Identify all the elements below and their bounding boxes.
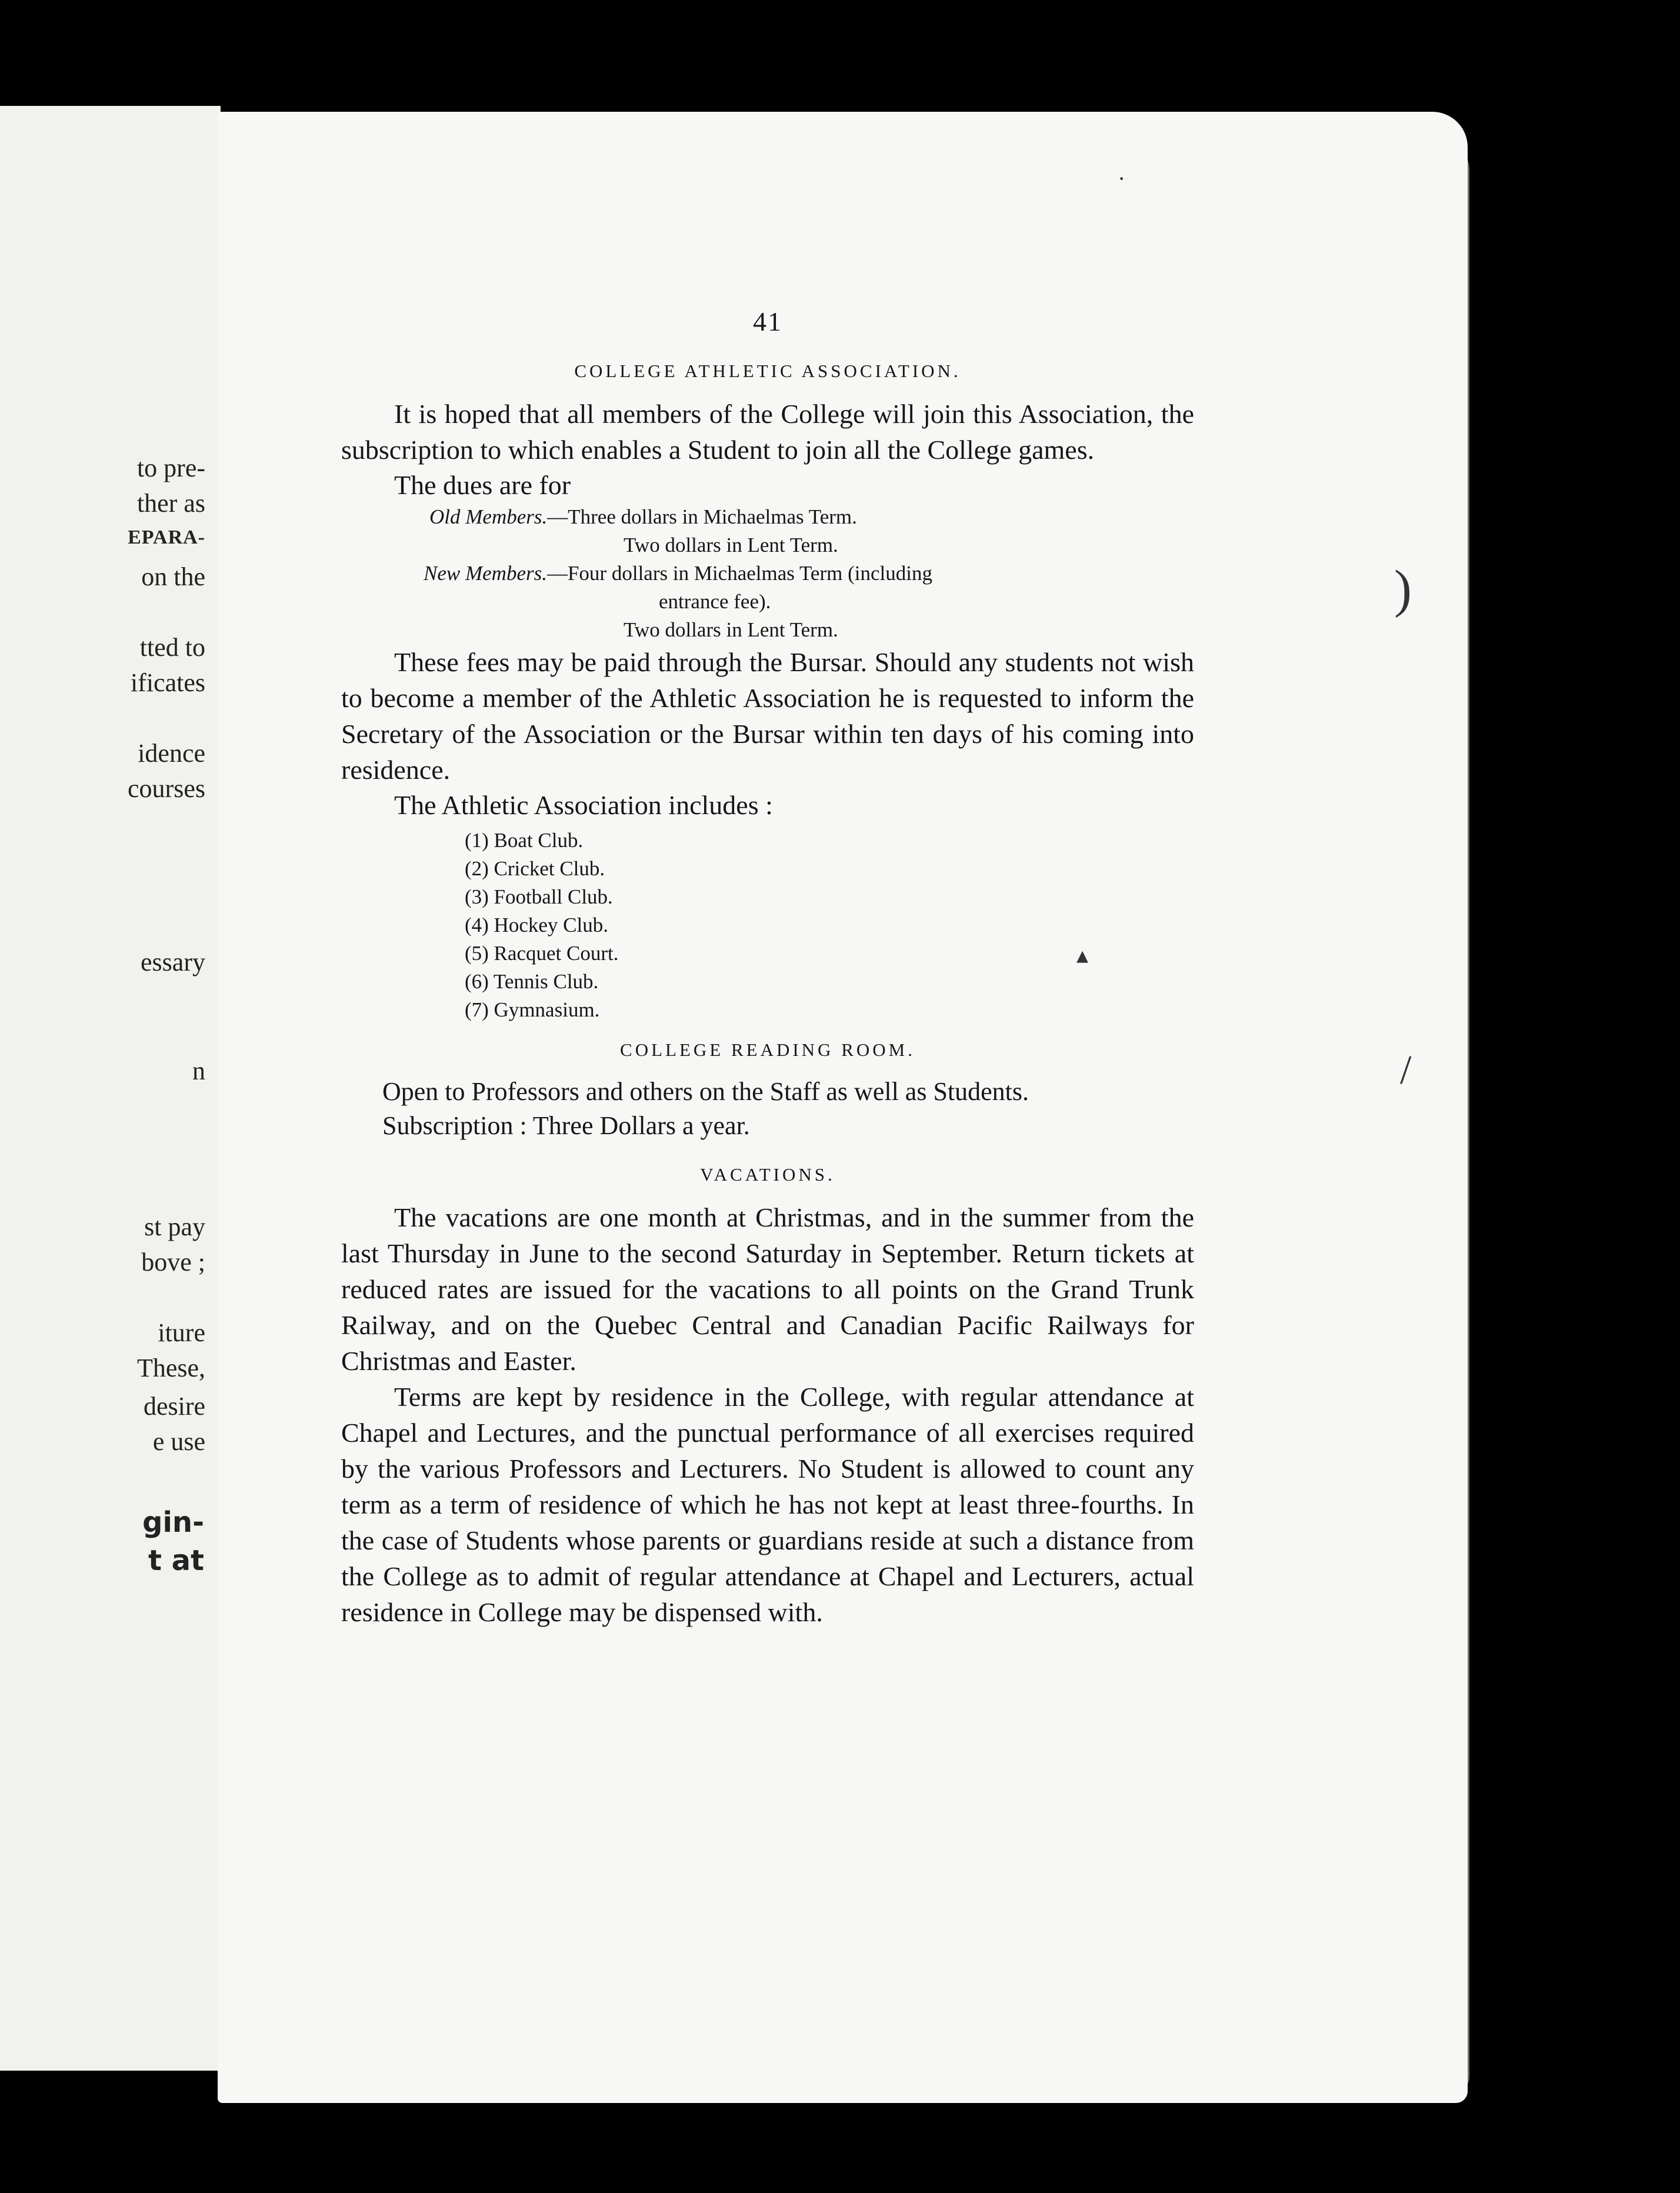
left-page-text-fragment: EPARA- — [128, 526, 205, 548]
left-page-text-fragment: t at — [148, 1544, 204, 1577]
new-members-label: New Members. — [424, 562, 547, 585]
list-item: (4) Hockey Club. — [465, 914, 608, 936]
list-item: (7) Gymnasium. — [465, 998, 600, 1021]
left-page-text-fragment: gin- — [142, 1506, 204, 1539]
list-item: (5) Racquet Court. — [465, 942, 619, 965]
left-page-text-fragment: e use — [152, 1427, 205, 1456]
old-members-label: Old Members. — [429, 505, 548, 528]
page-number: 41 — [753, 306, 782, 336]
athletic-intro-paragraph: It is hoped that all members of the College will join this Association, the subscription to which enables a Student to join all the College games. — [341, 399, 1194, 465]
reading-room-section — [341, 1039, 1194, 1143]
left-page-text-fragment: These, — [136, 1354, 205, 1382]
previous-page-fragment — [0, 106, 221, 2071]
dues-intro: The dues are for — [394, 470, 571, 500]
left-page-text-fragment: bove ; — [141, 1248, 205, 1277]
scan-speck: ▴ — [1076, 942, 1089, 968]
reading-room-heading: COLLEGE READING ROOM. — [620, 1039, 915, 1060]
new-members-michaelmas: —Four dollars in Michaelmas Term (including — [546, 562, 932, 585]
vacations-heading: VACATIONS. — [700, 1164, 835, 1185]
left-page-text-fragment: desire — [143, 1392, 205, 1421]
reading-room-access: Open to Professors and others on the Staff as well as Students. — [382, 1077, 1029, 1106]
athletic-association-section — [341, 361, 1194, 1024]
left-page-text-fragment: to pre- — [136, 454, 205, 482]
list-item: (6) Tennis Club. — [465, 970, 599, 993]
includes-intro: The Athletic Association includes : — [394, 790, 773, 820]
left-page-text-fragment: ificates — [130, 668, 205, 697]
dues-schedule — [341, 503, 1194, 644]
left-page-text-fragment: ther as — [136, 489, 205, 518]
page-content — [341, 306, 1194, 1630]
left-page-text-fragment: st pay — [144, 1212, 205, 1241]
list-item: (1) Boat Club. — [465, 829, 584, 852]
left-page-text-fragment: n — [192, 1056, 205, 1085]
left-page-text-fragment: tted to — [139, 633, 205, 662]
vacations-section — [341, 1164, 1194, 1630]
vacations-paragraph: The vacations are one month at Christmas, and in the summer from the last Thursday in June to the second Saturday in September. Return tickets at reduced rates are issued for the vacations to all points on the Grand Trunk Railway, and on the Quebec Central and Canadian Pacific Railways for Christmas and Easter. — [341, 1202, 1194, 1376]
athletic-association-heading: COLLEGE ATHLETIC ASSOCIATION. — [574, 361, 961, 381]
old-members-lent: Two dollars in Lent Term. — [624, 534, 838, 556]
new-members-lent: Two dollars in Lent Term. — [624, 618, 838, 641]
left-page-text-fragment: courses — [128, 774, 205, 803]
list-item: (3) Football Club. — [465, 885, 613, 908]
reading-room-subscription: Subscription : Three Dollars a year. — [382, 1111, 750, 1140]
clubs-list — [465, 826, 1194, 1024]
dues-new-members-line — [341, 559, 1194, 588]
scan-speck: / — [1400, 1048, 1412, 1093]
old-members-michaelmas: —Three dollars in Michaelmas Term. — [547, 505, 857, 528]
left-page-text-fragment: iture — [158, 1318, 205, 1347]
left-page-text-fragment: essary — [141, 948, 205, 976]
new-members-entrance-fee: entrance fee). — [659, 590, 771, 613]
dues-old-members-line — [341, 503, 1194, 531]
fees-paragraph: These fees may be paid through the Bursar. Should any students not wish to become a member of the Athletic Association he is requested to inform the Secretary of the Association or the Bursar within ten days of his coming into residence. — [341, 647, 1194, 785]
scan-speck: · — [1118, 165, 1126, 192]
left-page-text-fragment: idence — [138, 739, 205, 768]
scan-speck: ) — [1394, 560, 1412, 618]
list-item: (2) Cricket Club. — [465, 857, 605, 880]
left-page-text-fragment: on the — [141, 562, 205, 591]
terms-paragraph: Terms are kept by residence in the College, with regular attendance at Chapel and Lectures, and the punctual performance of all exercises required by the various Professors and Lecturers. No Student is allowed to count any term as a term of residence of which he has not kept at least three-fourths. In the case of Students whose parents or guardians reside at such a distance from the College as to admit of regular attendance at Chapel and Lecturers, actual residence in College may be dispensed with. — [341, 1382, 1194, 1627]
